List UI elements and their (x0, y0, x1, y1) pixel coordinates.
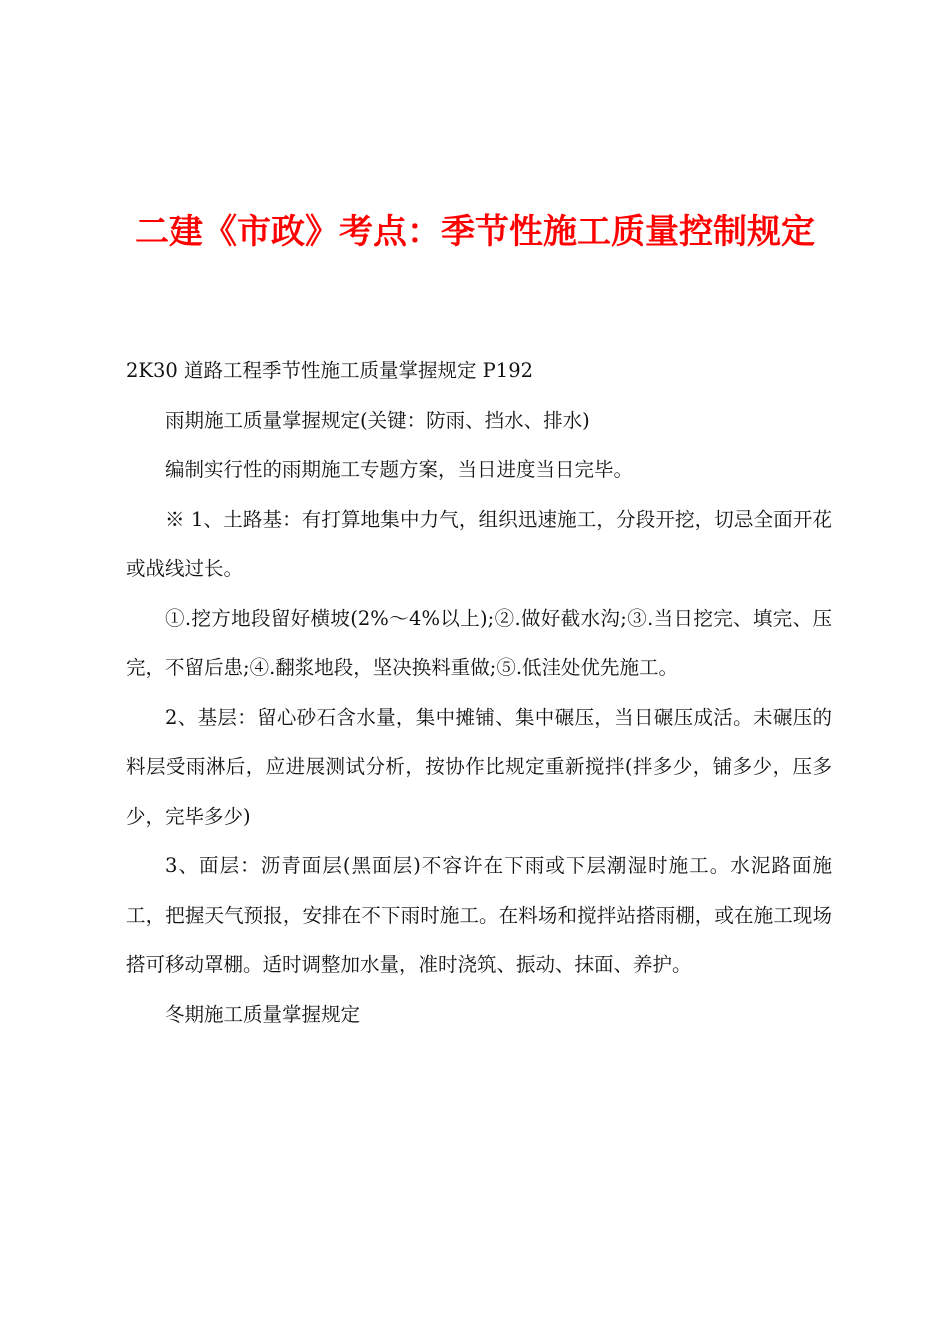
paragraph-earth-subgrade: ※ 1、土路基：有打算地集中力气，组织迅速施工，分段开挖，切忌全面开花或战线过长。 (126, 507, 832, 580)
paragraph-surface-layer: 3、面层：沥青面层(黑面层)不容许在下雨或下层潮湿时施工。水泥路面施工，把握天气预报，安排在不下雨时施工。在料场和搅拌站搭雨棚，或在施工现场搭可移动罩棚。适时调整加水量，准时浇筑、振动、抹面、养护。 (126, 854, 832, 976)
paragraph-earth-subgrade-measures: ①.挖方地段留好横坡(2%～4%以上);②.做好截水沟;③.当日挖完、填完、压完，不留后患;④.翻浆地段，坚决换料重做;⑤.低洼处优先施工。 (126, 606, 832, 679)
paragraph-winter-season-heading: 冬期施工质量掌握规定 (165, 1002, 361, 1026)
paragraph-rainy-season-heading: 雨期施工质量掌握规定(关键：防雨、挡水、排水) (165, 408, 590, 432)
paragraph-rainy-plan: 编制实行性的雨期施工专题方案，当日进度当日完毕。 (165, 458, 634, 481)
document-title: 二建《市政》考点：季节性施工质量控制规定 (135, 212, 815, 252)
paragraph-base-layer: 2、基层：留心砂石含水量，集中摊铺、集中碾压，当日碾压成活。未碾压的料层受雨淋后，应进展测试分析，按协作比规定重新搅拌(拌多少，铺多少，压多少，完毕多少) (126, 705, 832, 828)
section-heading: 2K30 道路工程季节性施工质量掌握规定 P192 (126, 359, 534, 382)
document-body (126, 346, 832, 1039)
